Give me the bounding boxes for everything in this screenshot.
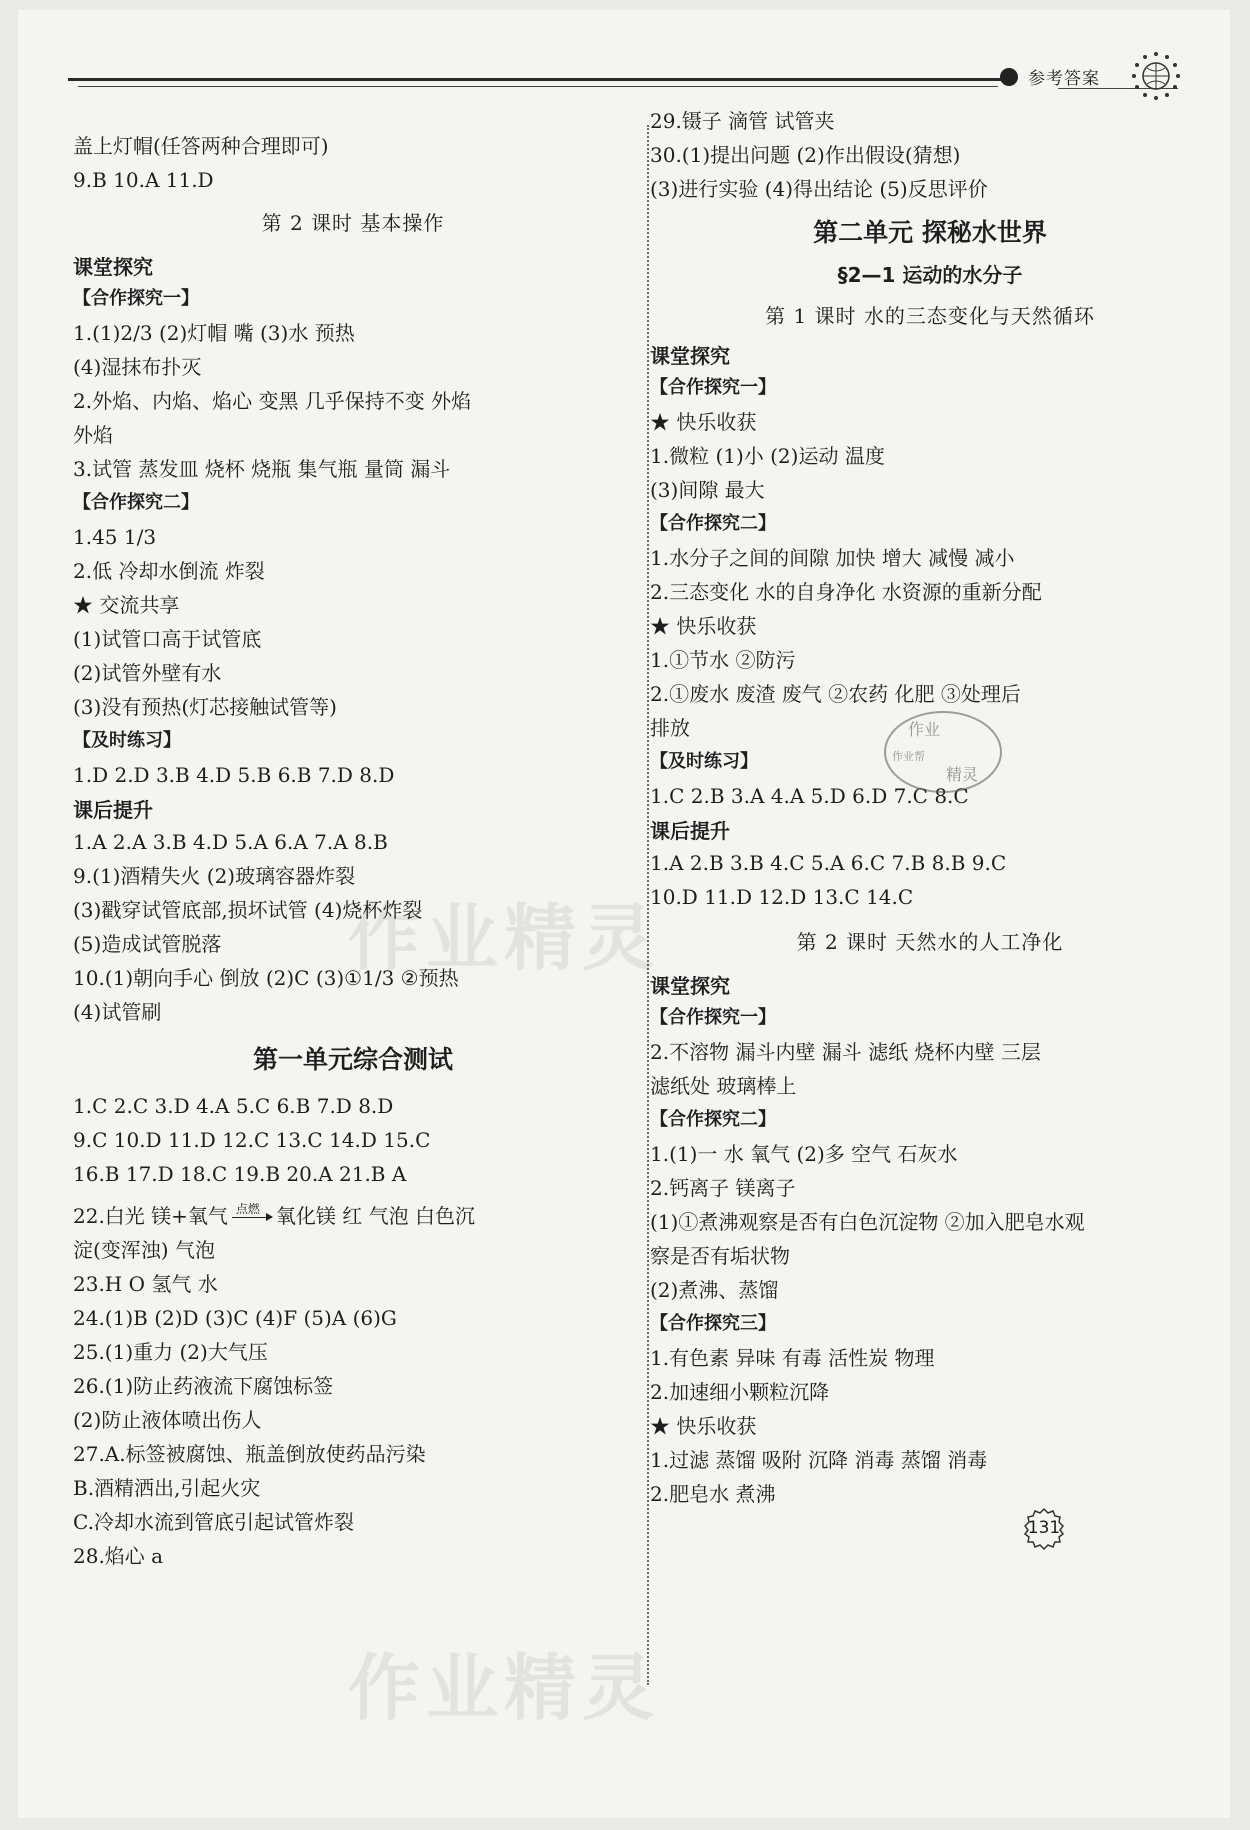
lesson-title: 第 2 课时 基本操作 — [261, 211, 445, 235]
answer-line: 1.水分子之间的间隙 加快 增大 减慢 减小 — [650, 546, 1015, 570]
answer-line: 2.不溶物 漏斗内壁 漏斗 滤纸 烧杯内壁 三层 — [650, 1040, 1041, 1064]
answer-line: 2.加速细小颗粒沉降 — [650, 1380, 830, 1404]
answer-line: (3)进行实验 (4)得出结论 (5)反思评价 — [650, 177, 988, 201]
answer-line: 1.微粒 (1)小 (2)运动 温度 — [650, 444, 885, 468]
subsection-heading: 【合作探究二】 — [650, 513, 776, 534]
answer-line: 25.(1)重力 (2)大气压 — [73, 1340, 268, 1364]
section-number-title: §2—1 运动的水分子 — [837, 263, 1023, 287]
answer-page — [18, 10, 1230, 1818]
equation-line — [73, 1202, 633, 1228]
answer-line: 1.C 2.C 3.D 4.A 5.C 6.B 7.D 8.D — [73, 1094, 394, 1118]
answer-line: 9.C 10.D 11.D 12.C 13.C 14.D 15.C — [73, 1128, 431, 1152]
subsection-heading: 【合作探究一】 — [73, 288, 199, 309]
answer-line: 1.(1)2/3 (2)灯帽 嘴 (3)水 预热 — [73, 321, 355, 345]
equation-left: 22.白光 镁+氧气 — [73, 1204, 228, 1228]
answer-line: 2.低 冷却水倒流 炸裂 — [73, 559, 265, 583]
answer-line: ★ 快乐收获 — [650, 1414, 757, 1438]
answer-line: (3)戳穿试管底部,损坏试管 (4)烧杯炸裂 — [73, 898, 423, 922]
reaction-condition: 点燃 — [235, 1202, 260, 1216]
lesson-title: 第 1 课时 水的三态变化与天然循环 — [765, 304, 1095, 328]
answer-line: (2)试管外壁有水 — [73, 661, 222, 685]
answer-line: 30.(1)提出问题 (2)作出假设(猜想) — [650, 143, 961, 167]
answer-line: 滤纸处 玻璃棒上 — [650, 1074, 797, 1098]
header-dot — [1000, 68, 1018, 86]
header-rule-thin — [78, 86, 998, 87]
subsection-heading: 【合作探究二】 — [650, 1109, 776, 1130]
stamp-text-bottom: 精灵 — [946, 765, 979, 784]
answer-line: 外焰 — [73, 423, 113, 447]
homework-stamp — [878, 700, 1008, 800]
answer-line: 1.(1)一 水 氧气 (2)多 空气 石灰水 — [650, 1142, 958, 1166]
answer-line: 1.A 2.A 3.B 4.D 5.A 6.A 7.A 8.B — [73, 830, 388, 854]
answer-line: 1.D 2.D 3.B 4.D 5.B 6.B 7.D 8.D — [73, 763, 395, 787]
answer-line: 2.外焰、内焰、焰心 变黑 几乎保持不变 外焰 — [73, 389, 472, 413]
subsection-heading: 【合作探究三】 — [650, 1313, 776, 1334]
answer-line: 26.(1)防止药液流下腐蚀标签 — [73, 1374, 334, 1398]
answer-line: 2.钙离子 镁离子 — [650, 1176, 796, 1200]
header-label: 参考答案 — [1028, 69, 1100, 89]
answer-line: 淀(变浑浊) 气泡 — [73, 1238, 215, 1262]
answer-line: 29.镊子 滴管 试管夹 — [650, 109, 835, 133]
answer-line: 1.A 2.B 3.B 4.C 5.A 6.C 7.B 8.B 9.C — [650, 851, 1007, 875]
section-heading: 课堂探究 — [73, 255, 153, 279]
watermark-text: 作业精灵 — [348, 1646, 661, 1730]
answer-line: 27.A.标签被腐蚀、瓶盖倒放使药品污染 — [73, 1442, 426, 1466]
answer-line: 盖上灯帽(任答两种合理即可) — [73, 134, 329, 158]
answer-line: 16.B 17.D 18.C 19.B 20.A 21.B A — [73, 1162, 407, 1186]
answer-line: 1.①节水 ②防污 — [650, 648, 796, 672]
answer-line: 9.(1)酒精失火 (2)玻璃容器炸裂 — [73, 864, 356, 888]
answer-line: (2)防止液体喷出伤人 — [73, 1408, 262, 1432]
section-heading: 课堂探究 — [650, 974, 730, 998]
unit-title: 第二单元 探秘水世界 — [813, 218, 1047, 247]
page-number: 131 — [1027, 1518, 1061, 1538]
globe-emblem-icon — [1130, 50, 1182, 102]
answer-line: 23.H O 氢气 水 — [73, 1272, 218, 1296]
answer-line: (1)①煮沸观察是否有白色沉淀物 ②加入肥皂水观 — [650, 1210, 1085, 1234]
subsection-heading: 【合作探究一】 — [650, 377, 776, 398]
stamp-text-top: 作业 — [908, 720, 941, 739]
reaction-arrow-icon — [232, 1202, 272, 1218]
subsection-heading: 【及时练习】 — [650, 751, 758, 772]
answer-line: B.酒精洒出,引起火灾 — [73, 1476, 261, 1500]
answer-line: 3.试管 蒸发皿 烧杯 烧瓶 集气瓶 量筒 漏斗 — [73, 457, 451, 481]
answer-line: 1.过滤 蒸馏 吸附 沉降 消毒 蒸馏 消毒 — [650, 1448, 988, 1472]
answer-line: (5)造成试管脱落 — [73, 932, 222, 956]
section-heading: 课后提升 — [650, 819, 730, 843]
watermark-text: 作业精灵 — [348, 896, 661, 980]
answer-line: (4)湿抹布扑灭 — [73, 355, 202, 379]
answer-line: ★ 快乐收获 — [650, 614, 757, 638]
stamp-text-mid: 作业帮 — [892, 750, 925, 763]
answer-line: 1.45 1/3 — [73, 525, 157, 549]
answer-line: 9.B 10.A 11.D — [73, 168, 214, 192]
answer-line: 10.D 11.D 12.D 13.C 14.C — [650, 885, 914, 909]
answer-line: 1.有色素 异味 有毒 活性炭 物理 — [650, 1346, 935, 1370]
subsection-heading: 【及时练习】 — [73, 730, 181, 751]
test-title: 第一单元综合测试 — [252, 1045, 453, 1074]
answer-line: (3)没有预热(灯芯接触试管等) — [73, 695, 337, 719]
right-column — [650, 110, 1210, 1505]
answer-line: (4)试管刷 — [73, 1000, 162, 1024]
answer-line: ★ 交流共享 — [73, 593, 180, 617]
answer-line: 1.C 2.B 3.A 4.A 5.D 6.D 7.C 8.C — [650, 784, 969, 808]
subsection-heading: 【合作探究二】 — [73, 492, 199, 513]
answer-line: (3)间隙 最大 — [650, 478, 765, 502]
answer-line: 排放 — [650, 716, 690, 740]
answer-line: (1)试管口高于试管底 — [73, 627, 262, 651]
header-rule — [68, 78, 1003, 81]
equation-right: 氧化镁 红 气泡 白色沉 — [275, 1204, 475, 1228]
subsection-heading: 【合作探究一】 — [650, 1007, 776, 1028]
section-heading: 课后提升 — [73, 798, 153, 822]
answer-line: C.冷却水流到管底引起试管炸裂 — [73, 1510, 354, 1534]
answer-line: (2)煮沸、蒸馏 — [650, 1278, 779, 1302]
answer-line: 24.(1)B (2)D (3)C (4)F (5)A (6)G — [73, 1306, 397, 1330]
left-column — [73, 135, 633, 1567]
lesson-title: 第 2 课时 天然水的人工净化 — [796, 930, 1064, 954]
answer-line: 2.①废水 废渣 废气 ②农药 化肥 ③处理后 — [650, 682, 1021, 706]
answer-line: 28.焰心 a — [73, 1544, 164, 1568]
section-heading: 课堂探究 — [650, 344, 730, 368]
answer-line: 2.三态变化 水的自身净化 水资源的重新分配 — [650, 580, 1042, 604]
answer-line: 10.(1)朝向手心 倒放 (2)C (3)①1/3 ②预热 — [73, 966, 459, 990]
answer-line: 察是否有垢状物 — [650, 1244, 790, 1268]
answer-line: ★ 快乐收获 — [650, 410, 757, 434]
answer-line: 2.肥皂水 煮沸 — [650, 1482, 776, 1506]
